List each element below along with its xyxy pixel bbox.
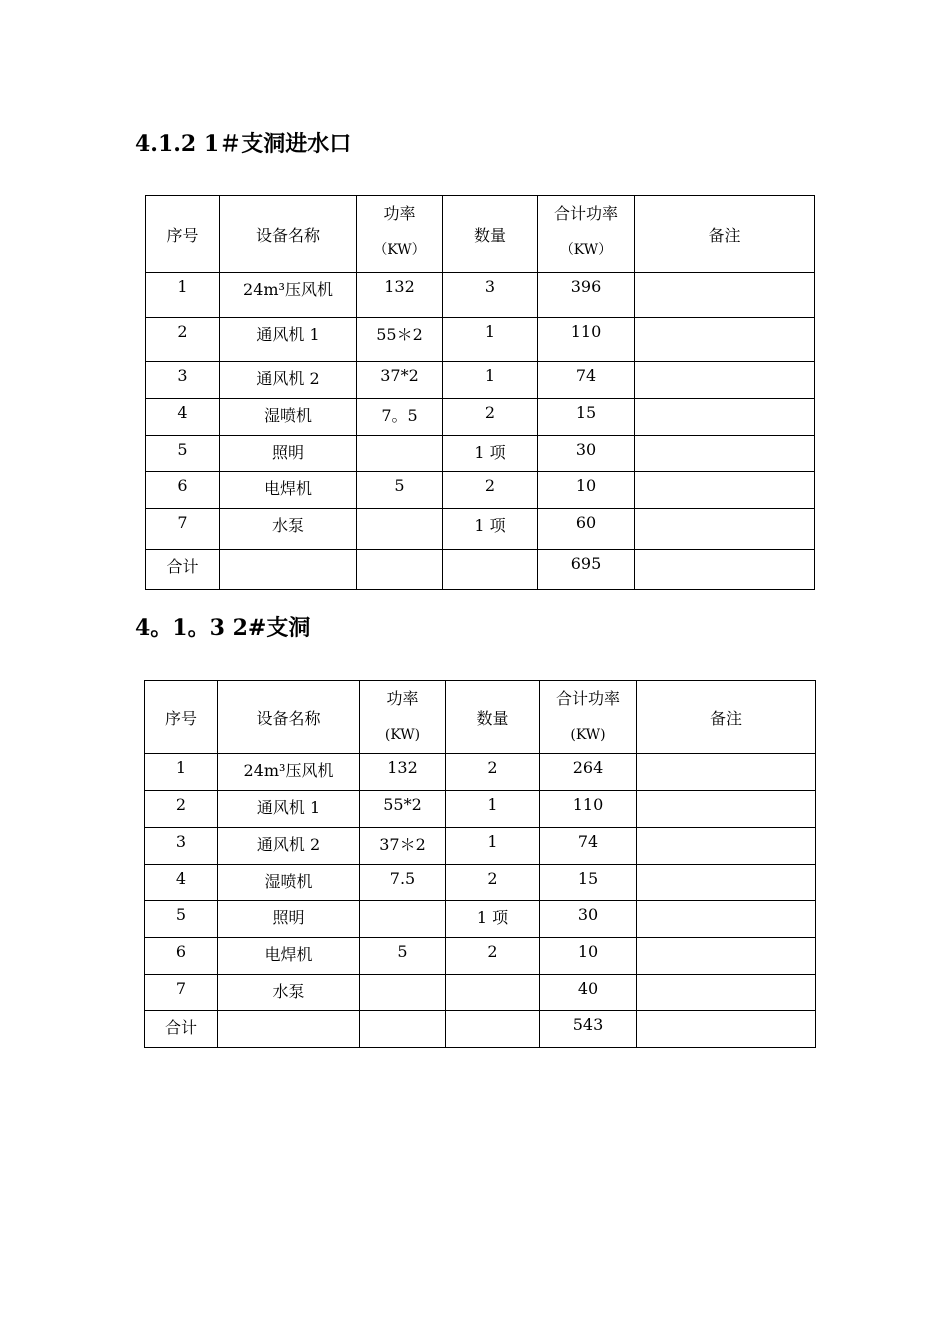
header-power-unit: (KW) (384, 727, 421, 743)
cell-note (635, 318, 815, 362)
cell-power: 5 (360, 938, 446, 975)
cell-index: 3 (146, 362, 220, 399)
cell-name (218, 1011, 360, 1048)
cell-name: 通风机 2 (220, 362, 357, 399)
cell-qty (443, 550, 538, 590)
cell-power (360, 975, 446, 1011)
table-row (145, 901, 816, 938)
cell-qty (446, 975, 540, 1011)
header-total-unit: （KW） (559, 242, 613, 258)
cell-total: 396 (538, 273, 635, 318)
cell-note (635, 550, 815, 590)
cell-note (637, 975, 816, 1011)
header-index: 序号 (145, 681, 218, 754)
header-power (360, 681, 446, 754)
cell-sum-total: 695 (538, 550, 635, 590)
cell-power (360, 901, 446, 938)
cell-name: 24m³压风机 (220, 273, 357, 318)
header-total-label: 合计功率 (553, 204, 618, 223)
cell-qty (446, 1011, 540, 1048)
cell-total: 60 (538, 509, 635, 550)
cell-power: 5 (357, 472, 443, 509)
cell-index: 3 (145, 828, 218, 865)
table-row (145, 975, 816, 1011)
table-row (146, 318, 815, 362)
header-total-power (540, 681, 637, 754)
cell-total: 74 (540, 828, 637, 865)
cell-total: 110 (540, 791, 637, 828)
cell-qty: 3 (443, 273, 538, 318)
cell-name (220, 550, 357, 590)
cell-qty: 1 (446, 828, 540, 865)
header-total-label: 合计功率 (555, 689, 620, 708)
table-row (145, 865, 816, 901)
equipment-table (144, 680, 816, 1048)
cell-name: 水泵 (218, 975, 360, 1011)
cell-note (637, 901, 816, 938)
cell-qty: 1 (443, 318, 538, 362)
cell-note (635, 399, 815, 436)
cell-total: 30 (540, 901, 637, 938)
cell-power (357, 550, 443, 590)
cell-name: 水泵 (220, 509, 357, 550)
cell-name: 湿喷机 (218, 865, 360, 901)
header-note: 备注 (635, 196, 815, 273)
cell-power: 55*2 (360, 791, 446, 828)
table-row (146, 273, 815, 318)
cell-qty: 2 (446, 938, 540, 975)
cell-qty: 1 (446, 791, 540, 828)
cell-sum-label: 合计 (145, 1011, 218, 1048)
cell-total: 30 (538, 436, 635, 472)
cell-total: 110 (538, 318, 635, 362)
cell-index: 1 (146, 273, 220, 318)
table-row (146, 399, 815, 436)
table-row (145, 754, 816, 791)
cell-note (637, 1011, 816, 1048)
cell-qty: 1 项 (443, 436, 538, 472)
cell-qty: 2 (446, 865, 540, 901)
cell-index: 4 (145, 865, 218, 901)
cell-name: 通风机 1 (220, 318, 357, 362)
section-title: 4。1。3 2#支洞 (135, 615, 311, 641)
cell-qty: 1 项 (443, 509, 538, 550)
cell-power: 37＊2 (360, 828, 446, 865)
cell-index: 2 (145, 791, 218, 828)
cell-index: 4 (146, 399, 220, 436)
cell-total: 40 (540, 975, 637, 1011)
table-row (145, 791, 816, 828)
cell-index: 7 (146, 509, 220, 550)
cell-name: 照明 (220, 436, 357, 472)
header-total-unit: (KW) (570, 727, 606, 743)
cell-index: 1 (145, 754, 218, 791)
header-name: 设备名称 (218, 681, 360, 754)
section-title: 4.1.2 1＃支洞进水口 (135, 131, 352, 157)
cell-total: 10 (538, 472, 635, 509)
cell-name: 电焊机 (218, 938, 360, 975)
header-total-power (538, 196, 635, 273)
cell-power (357, 509, 443, 550)
cell-total: 15 (538, 399, 635, 436)
cell-note (637, 938, 816, 975)
cell-name: 通风机 1 (218, 791, 360, 828)
cell-index: 5 (145, 901, 218, 938)
cell-note (637, 828, 816, 865)
cell-index: 5 (146, 436, 220, 472)
equipment-table (145, 195, 815, 590)
header-index: 序号 (146, 196, 220, 273)
cell-total: 15 (540, 865, 637, 901)
cell-note (635, 472, 815, 509)
table-row (145, 938, 816, 975)
table-sum-row (146, 550, 815, 590)
cell-sum-total: 543 (540, 1011, 637, 1048)
header-note: 备注 (637, 681, 816, 754)
cell-power: 37*2 (357, 362, 443, 399)
cell-qty: 2 (443, 472, 538, 509)
table-row (146, 509, 815, 550)
cell-note (637, 791, 816, 828)
cell-name: 通风机 2 (218, 828, 360, 865)
header-power (357, 196, 443, 273)
header-power-label: 功率 (386, 689, 419, 708)
cell-index: 6 (145, 938, 218, 975)
table-row (146, 472, 815, 509)
cell-power: 7。5 (357, 399, 443, 436)
header-qty: 数量 (446, 681, 540, 754)
table-header-row (146, 196, 815, 273)
cell-qty: 1 项 (446, 901, 540, 938)
cell-index: 6 (146, 472, 220, 509)
cell-total: 74 (538, 362, 635, 399)
table-header-row (145, 681, 816, 754)
cell-note (635, 273, 815, 318)
header-name: 设备名称 (220, 196, 357, 273)
cell-power: 55＊2 (357, 318, 443, 362)
cell-total: 264 (540, 754, 637, 791)
header-qty: 数量 (443, 196, 538, 273)
cell-note (637, 865, 816, 901)
cell-note (635, 509, 815, 550)
cell-qty: 2 (446, 754, 540, 791)
table-row (146, 436, 815, 472)
cell-power (357, 436, 443, 472)
cell-power: 132 (357, 273, 443, 318)
cell-name: 湿喷机 (220, 399, 357, 436)
cell-total: 10 (540, 938, 637, 975)
cell-note (635, 362, 815, 399)
cell-note (637, 754, 816, 791)
cell-index: 7 (145, 975, 218, 1011)
cell-note (635, 436, 815, 472)
cell-power: 132 (360, 754, 446, 791)
cell-name: 24m³压风机 (218, 754, 360, 791)
cell-power (360, 1011, 446, 1048)
cell-name: 照明 (218, 901, 360, 938)
header-power-label: 功率 (383, 204, 416, 223)
header-power-unit: （KW） (373, 242, 426, 258)
table-sum-row (145, 1011, 816, 1048)
table-row (145, 828, 816, 865)
cell-name: 电焊机 (220, 472, 357, 509)
cell-qty: 1 (443, 362, 538, 399)
cell-sum-label: 合计 (146, 550, 220, 590)
cell-power: 7.5 (360, 865, 446, 901)
cell-qty: 2 (443, 399, 538, 436)
cell-index: 2 (146, 318, 220, 362)
table-row (146, 362, 815, 399)
